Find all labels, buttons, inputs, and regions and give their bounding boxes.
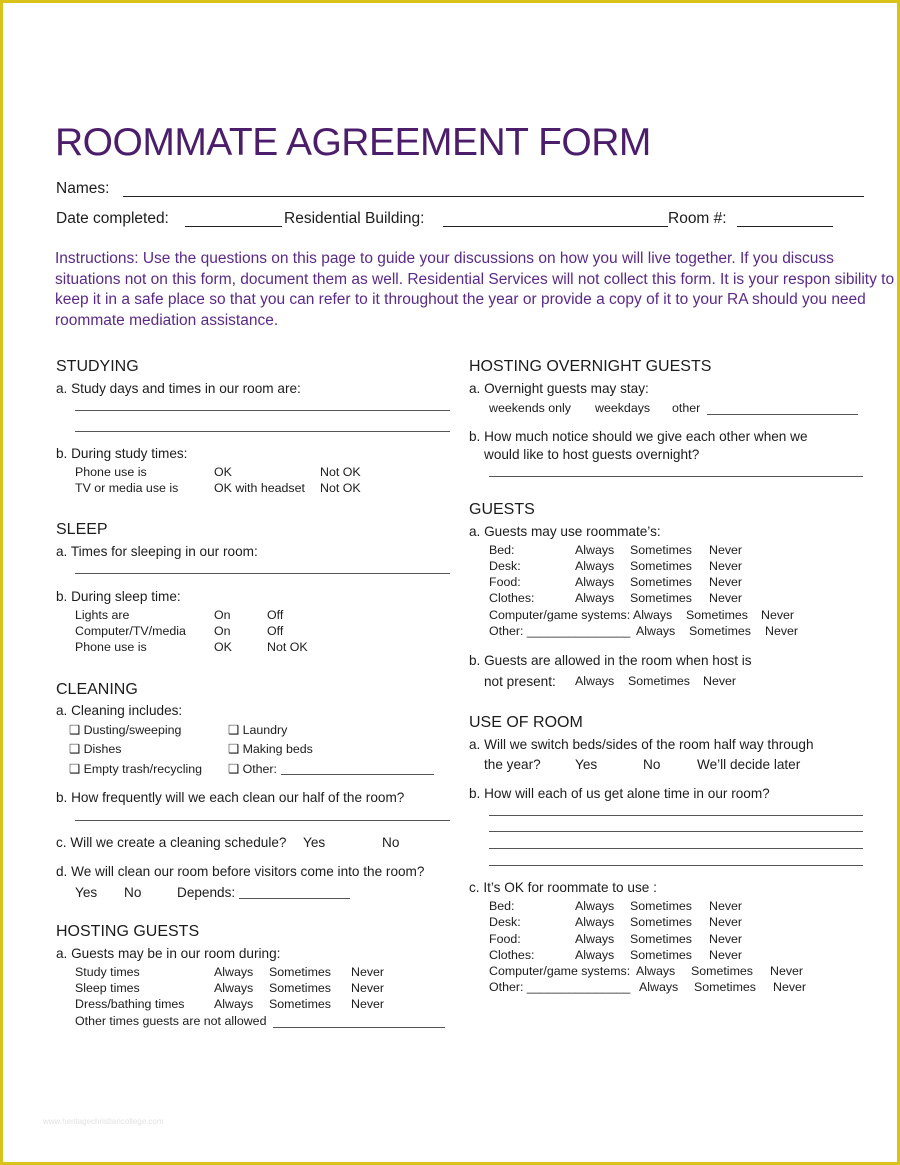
option-choice[interactable]: Never: [773, 980, 807, 994]
option-choice[interactable]: Always: [636, 964, 676, 978]
option-choice[interactable]: Always: [575, 543, 615, 557]
cleaning-checkbox[interactable]: ❑ Making beds: [228, 741, 313, 756]
cleaning-checkbox[interactable]: ❑ Empty trash/recycling: [69, 761, 202, 776]
option-choice[interactable]: OK: [214, 640, 232, 654]
option-choice[interactable]: Sometimes: [630, 543, 692, 557]
use-of-room-question-c: c. It’s OK for roommate to use :: [469, 880, 657, 895]
answer-line[interactable]: [489, 815, 863, 816]
answer-line[interactable]: [281, 774, 434, 775]
option-choice[interactable]: Never: [709, 915, 743, 929]
option-choice[interactable]: Never: [351, 965, 385, 979]
option-choice[interactable]: Always: [575, 559, 615, 573]
option-choice[interactable]: Never: [709, 899, 743, 913]
option-label: Other: _______________: [489, 624, 631, 638]
option-choice[interactable]: Sometimes: [630, 575, 692, 589]
checkbox-icon[interactable]: [69, 723, 80, 737]
option-choice[interactable]: Yes: [303, 835, 326, 850]
option-choice[interactable]: weekdays: [595, 401, 651, 415]
option-label: Clothes:: [489, 948, 535, 962]
cleaning-checkbox[interactable]: ❑ Dishes: [69, 741, 121, 756]
cleaning-checkbox[interactable]: ❑ Other:: [228, 761, 277, 776]
cleaning-checkbox[interactable]: ❑ Laundry: [228, 722, 287, 737]
option-choice[interactable]: Never: [761, 608, 795, 622]
option-choice[interactable]: We’ll decide later: [697, 757, 801, 772]
option-choice[interactable]: Never: [709, 932, 743, 946]
hosting-heading: HOSTING GUESTS: [56, 923, 200, 940]
option-choice[interactable]: Sometimes: [630, 915, 692, 929]
option-label: Bed:: [489, 899, 515, 913]
instructions: Instructions: Use the questions on this page to guide your discussions on how you will live together. If you discuss situations not on this form, document them as well. Residential Services will not collect this form. It is your respon sibility to keep it in a safe place so that you can refer to it throughout the year or provide a copy of it to your RA should you need roommate mediation assistance.: [55, 250, 895, 329]
checkbox-icon[interactable]: [228, 762, 239, 776]
overnight-question-b-cont: would like to host guests overnight?: [484, 447, 700, 462]
cleaning-question-c: c. Will we create a cleaning schedule?: [56, 835, 287, 850]
answer-line[interactable]: [273, 1027, 445, 1028]
option-choice[interactable]: Always: [575, 932, 615, 946]
checkbox-icon[interactable]: [69, 742, 80, 756]
studying-question-a: a. Study days and times in our room are:: [56, 381, 301, 396]
option-label: Other: _______________: [489, 980, 631, 994]
option-label: Computer/game systems:: [489, 964, 631, 978]
form-title: ROOMMATE AGREEMENT FORM: [55, 121, 651, 164]
option-choice[interactable]: OK with headset: [214, 481, 305, 495]
cleaning-question-d: d. We will clean our room before visitors come into the room?: [56, 864, 425, 879]
option-choice[interactable]: Always: [575, 899, 615, 913]
option-label: Bed:: [489, 543, 515, 557]
option-choice[interactable]: No: [382, 835, 400, 850]
use-of-room-question-a: a. Will we switch beds/sides of the room half way through: [469, 737, 814, 752]
answer-line[interactable]: [489, 848, 863, 849]
use-of-room-question-b: b. How will each of us get alone time in our room?: [469, 786, 770, 801]
option-choice[interactable]: Sometimes: [628, 674, 690, 688]
option-label: Lights are: [75, 608, 130, 622]
option-choice[interactable]: Always: [636, 624, 676, 638]
option-choice[interactable]: Yes: [75, 885, 98, 900]
option-label: Desk:: [489, 559, 521, 573]
date-field[interactable]: [185, 226, 282, 227]
option-choice[interactable]: weekends only: [489, 401, 571, 415]
cleaning-heading: CLEANING: [56, 681, 138, 698]
option-choice[interactable]: Never: [709, 948, 743, 962]
sleep-question-b: b. During sleep time:: [56, 589, 181, 604]
cleaning-checkbox[interactable]: ❑ Dusting/sweeping: [69, 722, 181, 737]
option-choice[interactable]: Always: [633, 608, 673, 622]
option-choice[interactable]: Sometimes: [269, 965, 331, 979]
option-choice[interactable]: Never: [709, 559, 743, 573]
answer-line[interactable]: [239, 898, 350, 899]
option-label: Phone use is: [75, 640, 147, 654]
option-label: Other times guests are not allowed: [75, 1014, 267, 1028]
option-label: Computer/game systems:: [489, 608, 631, 622]
option-label: Sleep times: [75, 981, 140, 995]
option-label: Phone use is: [75, 465, 147, 479]
overnight-question-b: b. How much notice should we give each other when we: [469, 429, 808, 444]
option-label: Computer/TV/media: [75, 624, 186, 638]
option-choice[interactable]: Always: [575, 915, 615, 929]
use-of-room-heading: USE OF ROOM: [469, 714, 583, 731]
option-label: Food:: [489, 575, 521, 589]
option-label: Study times: [75, 965, 140, 979]
option-label: Dress/bathing times: [75, 997, 185, 1011]
overnight-question-a: a. Overnight guests may stay:: [469, 381, 649, 396]
building-field[interactable]: [443, 226, 668, 227]
option-choice[interactable]: Off: [267, 608, 284, 622]
option-choice[interactable]: Never: [765, 624, 799, 638]
option-choice[interactable]: Never: [770, 964, 804, 978]
option-choice[interactable]: Sometimes: [630, 591, 692, 605]
option-choice[interactable]: Always: [639, 980, 679, 994]
option-choice[interactable]: On: [214, 608, 231, 622]
checkbox-icon[interactable]: [228, 742, 239, 756]
option-choice[interactable]: No: [643, 757, 661, 772]
answer-line[interactable]: [489, 476, 863, 477]
option-choice[interactable]: Sometimes: [269, 997, 331, 1011]
option-label: Clothes:: [489, 591, 535, 605]
option-choice[interactable]: other: [672, 401, 701, 415]
guests-question-a: a. Guests may use roommate’s:: [469, 524, 661, 539]
answer-line[interactable]: [707, 414, 858, 415]
sleep-heading: SLEEP: [56, 521, 108, 538]
building-label: Residential Building:: [284, 210, 425, 227]
overnight-heading: HOSTING OVERNIGHT GUESTS: [469, 358, 712, 375]
option-choice[interactable]: On: [214, 624, 231, 638]
names-field[interactable]: [123, 196, 864, 197]
option-choice[interactable]: Always: [214, 981, 254, 995]
option-label: Depends:: [177, 885, 236, 900]
option-choice[interactable]: Never: [709, 575, 743, 589]
answer-line[interactable]: [75, 820, 450, 821]
checkbox-icon[interactable]: [69, 762, 80, 776]
option-choice[interactable]: Sometimes: [630, 899, 692, 913]
date-label: Date completed:: [56, 210, 169, 227]
guests-heading: GUESTS: [469, 501, 535, 518]
option-choice[interactable]: Sometimes: [694, 980, 756, 994]
answer-line[interactable]: [75, 573, 450, 574]
answer-line[interactable]: [489, 831, 863, 832]
option-choice[interactable]: Always: [214, 965, 254, 979]
guests-question-b: b. Guests are allowed in the room when host is: [469, 653, 752, 668]
answer-line[interactable]: [75, 410, 450, 411]
option-label: Food:: [489, 932, 521, 946]
option-choice[interactable]: Sometimes: [630, 948, 692, 962]
option-label: TV or media use is: [75, 481, 179, 495]
sleep-question-a: a. Times for sleeping in our room:: [56, 544, 258, 559]
watermark: www.heritagechristiancollege.com: [43, 1117, 164, 1126]
room-label: Room #:: [668, 210, 727, 227]
answer-line[interactable]: [489, 865, 863, 866]
option-choice[interactable]: Always: [575, 674, 615, 688]
option-choice[interactable]: Not OK: [320, 465, 361, 479]
use-of-room-question-a-cont: the year?: [484, 757, 541, 772]
option-label: Desk:: [489, 915, 521, 929]
studying-question-b: b. During study times:: [56, 446, 188, 461]
hosting-question-a: a. Guests may be in our room during:: [56, 946, 281, 961]
answer-line[interactable]: [75, 431, 450, 432]
option-choice[interactable]: Sometimes: [630, 559, 692, 573]
option-choice[interactable]: Always: [575, 575, 615, 589]
guests-question-b-cont: not present:: [484, 674, 556, 689]
option-choice[interactable]: OK: [214, 465, 232, 479]
option-choice[interactable]: Never: [709, 591, 743, 605]
option-choice[interactable]: Always: [575, 948, 615, 962]
names-label: Names:: [56, 180, 110, 197]
cleaning-question-a: a. Cleaning includes:: [56, 703, 183, 718]
room-field[interactable]: [737, 226, 833, 227]
cleaning-question-b: b. How frequently will we each clean our half of the room?: [56, 790, 405, 805]
option-choice[interactable]: Yes: [575, 757, 598, 772]
option-choice[interactable]: Sometimes: [630, 932, 692, 946]
option-choice[interactable]: Never: [703, 674, 737, 688]
option-choice[interactable]: Not OK: [320, 481, 361, 495]
checkbox-icon[interactable]: [228, 723, 239, 737]
option-choice[interactable]: Off: [267, 624, 284, 638]
studying-heading: STUDYING: [56, 358, 139, 375]
option-choice[interactable]: Never: [351, 981, 385, 995]
option-choice[interactable]: Never: [709, 543, 743, 557]
option-choice[interactable]: Sometimes: [691, 964, 753, 978]
option-choice[interactable]: No: [124, 885, 142, 900]
option-choice[interactable]: Not OK: [267, 640, 308, 654]
option-choice[interactable]: Sometimes: [686, 608, 748, 622]
option-choice[interactable]: Always: [575, 591, 615, 605]
option-choice[interactable]: Sometimes: [269, 981, 331, 995]
option-choice[interactable]: Never: [351, 997, 385, 1011]
option-choice[interactable]: Always: [214, 997, 254, 1011]
option-choice[interactable]: Sometimes: [689, 624, 751, 638]
